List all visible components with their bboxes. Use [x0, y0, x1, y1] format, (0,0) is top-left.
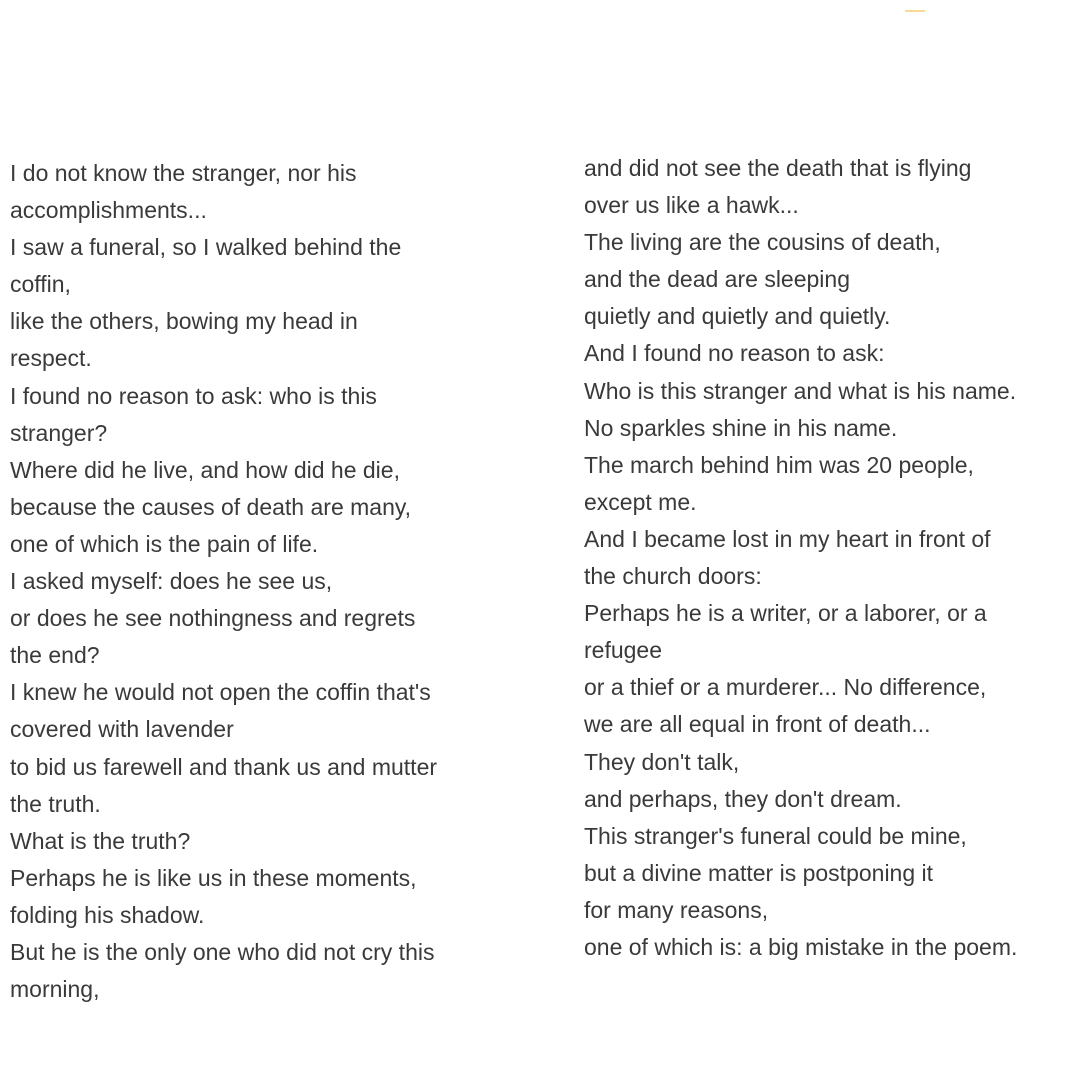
poem-line: And I found no reason to ask: [584, 340, 885, 367]
poem-line: like the others, bowing my head in [10, 308, 358, 335]
poem-right-column [584, 150, 1017, 966]
poem-line: and the dead are sleeping [584, 266, 850, 293]
poem-line: coffin, [10, 271, 71, 298]
poem-line: except me. [584, 488, 697, 515]
poem-line: Who is this stranger and what is his name. [584, 377, 1017, 404]
poem-line: The living are the cousins of death, [584, 229, 941, 256]
poem-line: the church doors: [584, 563, 762, 590]
poem-line: I asked myself: does he see us, [10, 568, 333, 595]
poem-line: folding his shadow. [10, 901, 205, 928]
poem-line: The march behind him was 20 people, [584, 451, 974, 478]
poem-line: or a thief or a murderer... No difference, [584, 674, 987, 701]
poem-line: What is the truth? [10, 827, 191, 854]
poem-line: accomplishments... [10, 197, 207, 224]
poem-line: And I became lost in my heart in front of [584, 525, 991, 552]
poem-line: I knew he would not open the coffin that's [10, 679, 431, 706]
poem-line: This stranger's funeral could be mine, [584, 822, 967, 849]
poem-line: covered with lavender [10, 716, 234, 743]
poem-line: quietly and quietly and quietly. [584, 303, 891, 330]
poem-left-column [10, 155, 437, 1008]
poem-line: But he is the only one who did not cry this [10, 938, 435, 965]
faint-highlight-mark [905, 10, 925, 12]
poem-line: No sparkles shine in his name. [584, 414, 898, 441]
poem-line: the truth. [10, 790, 101, 817]
poem-line: stranger? [10, 419, 108, 446]
poem-line: I found no reason to ask: who is this [10, 382, 377, 409]
poem-line: the end? [10, 642, 100, 669]
poem-line: over us like a hawk... [584, 192, 799, 219]
poem-line: morning, [10, 976, 100, 1003]
poem-line: and perhaps, they don't dream. [584, 785, 902, 812]
poem-line: and did not see the death that is flying [584, 155, 972, 181]
poem-line: or does he see nothingness and regrets [10, 605, 416, 632]
poem-line: I saw a funeral, so I walked behind the [10, 234, 402, 261]
poem-line: Perhaps he is like us in these moments, [10, 864, 417, 891]
poem-line: respect. [10, 345, 92, 372]
poem-line: because the causes of death are many, [10, 493, 412, 520]
poem-line: one of which is: a big mistake in the poem. [584, 933, 1018, 960]
poem-line: refugee [584, 637, 663, 664]
poem-line: we are all equal in front of death... [584, 711, 931, 738]
poem-line: Where did he live, and how did he die, [10, 456, 400, 483]
poem-line: for many reasons, [584, 896, 769, 923]
poem-line: Perhaps he is a writer, or a laborer, or a [584, 600, 987, 627]
poem-line: but a divine matter is postponing it [584, 859, 934, 886]
poem-line: to bid us farewell and thank us and mutter [10, 753, 438, 780]
poem-line: They don't talk, [584, 748, 740, 775]
poem-line: one of which is the pain of life. [10, 530, 319, 557]
poem-line: I do not know the stranger, nor his [10, 160, 357, 186]
